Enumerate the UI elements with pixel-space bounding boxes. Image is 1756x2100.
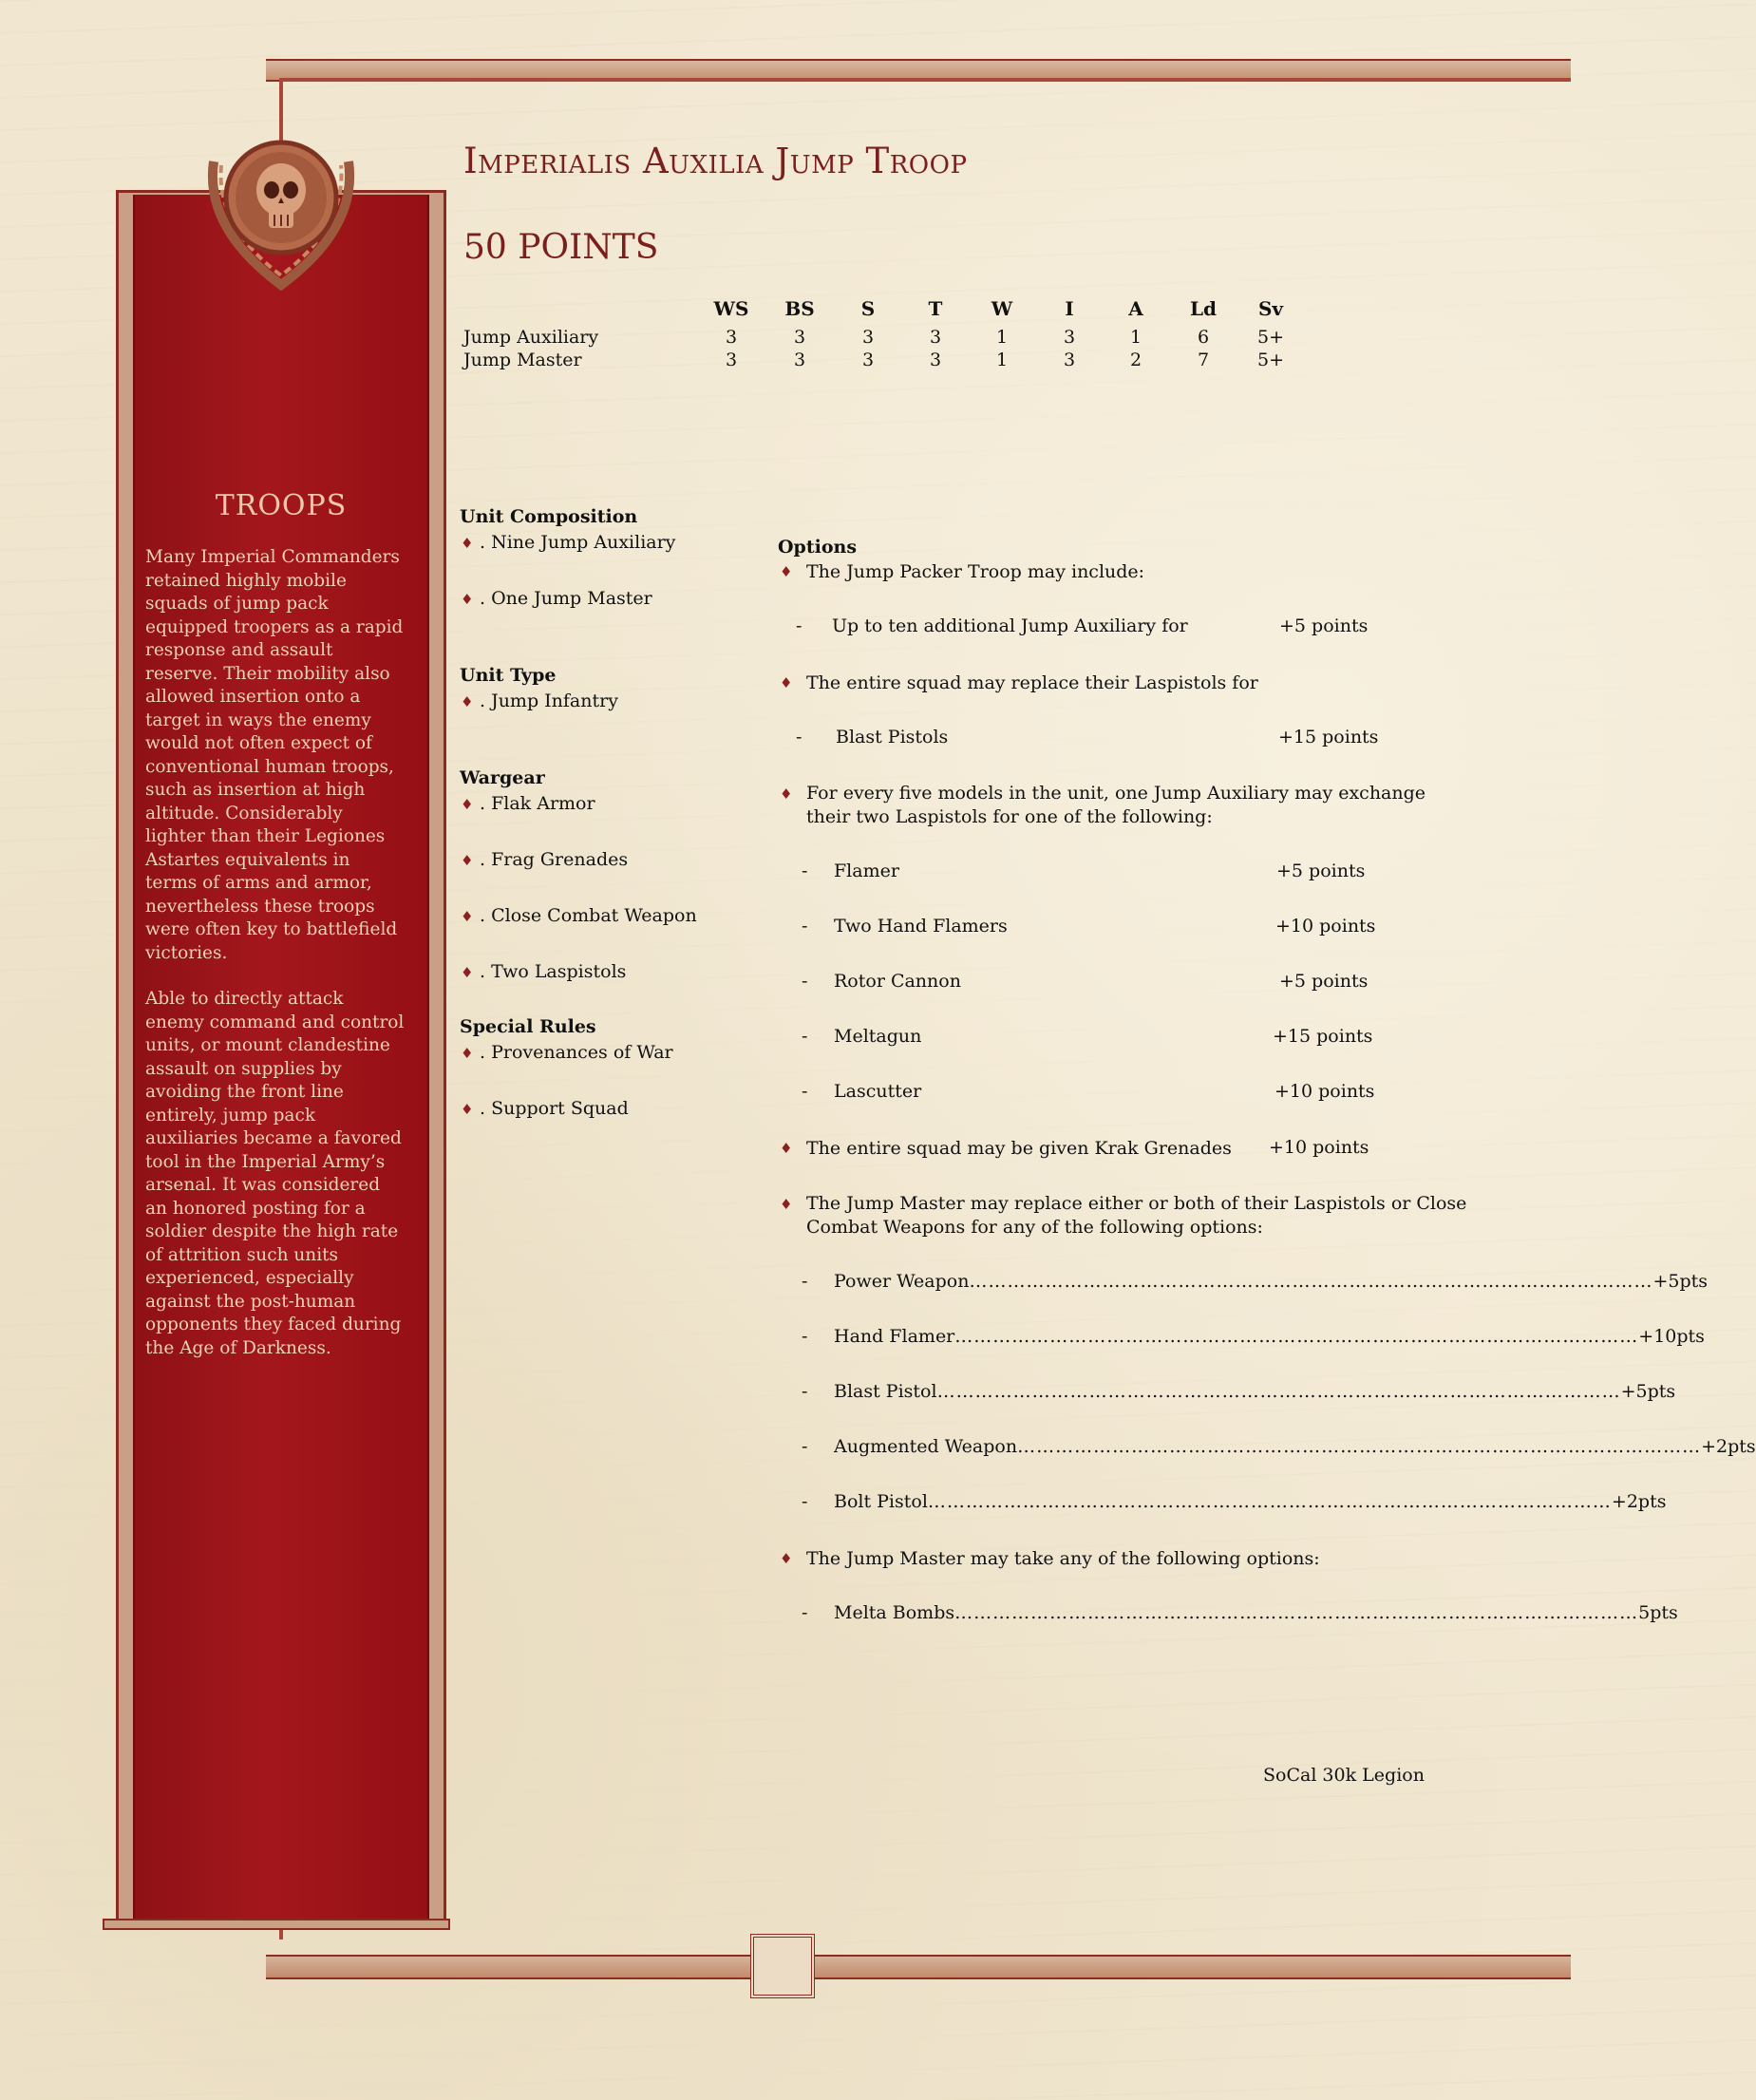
option-text: The Jump Master may take any of the following options: — [806, 1548, 1320, 1569]
stat-cell: 3 — [793, 350, 806, 370]
diamond-bullet-icon: ♦ — [461, 591, 474, 608]
diamond-bullet-icon: ♦ — [461, 1101, 474, 1118]
stat-cell: 1 — [1129, 327, 1142, 348]
stat-header: Ld — [1189, 297, 1218, 320]
option-leader-row — [834, 1326, 1705, 1347]
stat-row-name: Jump Auxiliary — [463, 327, 599, 348]
dash-bullet: - — [802, 1326, 808, 1347]
sidebar-paragraph: Many Imperial Commanders retained highly mobile squads of jump pack equipped troopers as a rapid response and assault reserve. Their mobility also allowed insertion onto a target in ways the enemy would not often expect of conventional human troops, such as insertion at high altitude. Considerably lighter than their Legiones Astartes equivalents in terms of arms and armor, nevertheless these troops were often key to battlefield victories. — [145, 547, 404, 963]
sidebar-text — [145, 546, 406, 1383]
wargear-heading: Wargear — [460, 767, 545, 788]
stat-cell: 3 — [929, 327, 942, 348]
option-sub-cost: +5 points — [1279, 615, 1369, 636]
option-sub-cost: +10 points — [1275, 1081, 1375, 1102]
option-sub-label: Rotor Cannon — [834, 971, 961, 992]
option-text: The Jump Master may replace either or both of their Laspistols or Close — [806, 1193, 1467, 1214]
dot-leader: ……………………………………………………………………………………………… — [936, 1381, 1621, 1402]
diamond-bullet-icon: ♦ — [780, 1196, 793, 1213]
option-leader-row — [834, 1436, 1756, 1457]
dash-bullet: - — [802, 916, 808, 936]
list-item-text: . Nine Jump Auxiliary — [480, 532, 676, 553]
option-leader-row — [834, 1602, 1678, 1623]
stat-cell: 7 — [1197, 350, 1210, 370]
stat-header: S — [860, 297, 876, 320]
list-item-text: . Close Combat Weapon — [480, 905, 697, 926]
dash-bullet: - — [796, 615, 802, 636]
option-text: Combat Weapons for any of the following options: — [806, 1217, 1263, 1238]
list-item — [461, 588, 652, 609]
list-item-text: . Support Squad — [480, 1098, 629, 1119]
diamond-bullet-icon: ♦ — [461, 1045, 474, 1062]
diamond-bullet-icon: ♦ — [461, 852, 474, 869]
option-sub-cost: +2pts — [1701, 1436, 1756, 1457]
sidebar-paragraph: Able to directly attack enemy command and control units, or mount clandestine assault on supplies by avoiding the front line entirely, jump pack auxiliaries became a favored tool in the Imperial Army’s arsenal. It was considered an honored posting for a soldier despite the high rate of attrition such units experienced, especially against the post-human opponents they faced during the Age of Darkness. — [145, 989, 405, 1358]
option-sub-cost: +10pts — [1638, 1326, 1705, 1347]
diamond-bullet-icon: ♦ — [780, 1140, 793, 1157]
stat-cell: 1 — [995, 327, 1009, 348]
dash-bullet: - — [802, 861, 808, 881]
stat-cell: 3 — [1063, 350, 1076, 370]
option-sub-cost: +15 points — [1273, 1026, 1373, 1047]
stat-header: W — [991, 297, 1013, 320]
diamond-bullet-icon: ♦ — [780, 674, 793, 691]
stat-cell: 3 — [793, 327, 806, 348]
diamond-bullet-icon: ♦ — [780, 785, 793, 803]
dash-bullet: - — [802, 1081, 808, 1102]
diamond-bullet-icon: ♦ — [461, 535, 474, 552]
top-border-inner — [281, 78, 1571, 82]
options-heading: Options — [778, 537, 858, 558]
list-item-text: . Provenances of War — [480, 1042, 673, 1063]
option-sub-label: Flamer — [834, 861, 899, 881]
list-item — [461, 1042, 673, 1063]
list-item-text: . One Jump Master — [480, 588, 652, 609]
dash-bullet: - — [802, 971, 808, 992]
stat-cell: 5+ — [1256, 350, 1284, 370]
dot-leader: ……………………………………………………………………………………………… — [954, 1602, 1639, 1623]
diamond-bullet-icon: ♦ — [780, 1550, 793, 1567]
dash-bullet: - — [802, 1436, 808, 1457]
list-item — [461, 532, 675, 553]
skull-crest-icon — [195, 123, 368, 296]
option-sub-label: Up to ten additional Jump Auxiliary for — [832, 615, 1188, 636]
stat-cell: 1 — [995, 350, 1009, 370]
option-sub-cost: +5pts — [1652, 1271, 1709, 1292]
stat-cell: 3 — [929, 350, 942, 370]
option-sub-cost: +10 points — [1275, 916, 1376, 936]
stat-cell: 3 — [725, 327, 738, 348]
stat-cell: 3 — [725, 350, 738, 370]
footer-credit: SoCal 30k Legion — [1263, 1765, 1425, 1786]
stat-cell: 6 — [1197, 327, 1210, 348]
option-sub-label: Hand Flamer — [834, 1326, 955, 1347]
list-item — [461, 905, 697, 926]
page-title-text: Imperialis Auxilia Jump Troop — [463, 141, 968, 181]
stat-cell: 3 — [1063, 327, 1076, 348]
dash-bullet: - — [802, 1271, 808, 1292]
bottom-border — [266, 1955, 1571, 1979]
option-leader-row — [834, 1381, 1676, 1402]
stat-cell: 2 — [1129, 350, 1142, 370]
stat-cell: 3 — [861, 350, 875, 370]
option-text: The entire squad may replace their Laspistols for — [806, 672, 1258, 693]
dot-leader: ……………………………………………………………………………………………… — [1017, 1436, 1702, 1457]
dot-leader: ……………………………………………………………………………………………… — [927, 1491, 1612, 1512]
option-sub-cost: +5 points — [1279, 971, 1369, 992]
diamond-bullet-icon: ♦ — [461, 908, 474, 925]
option-sub-label: Power Weapon — [834, 1271, 970, 1292]
list-item — [461, 1098, 629, 1119]
special-rules-heading: Special Rules — [460, 1016, 596, 1037]
option-sub-label: Augmented Weapon — [834, 1436, 1018, 1457]
option-leader-row — [834, 1491, 1667, 1512]
stat-header: Sv — [1257, 297, 1284, 320]
list-item-text: . Jump Infantry — [480, 691, 618, 711]
diamond-bullet-icon: ♦ — [461, 964, 474, 981]
diamond-bullet-icon: ♦ — [780, 563, 793, 580]
list-item — [461, 849, 628, 870]
stat-header: T — [928, 297, 943, 320]
dot-leader: ……………………………………………………………………………………………… — [954, 1326, 1639, 1347]
option-sub-cost: +5 points — [1276, 861, 1366, 881]
list-item — [461, 691, 618, 711]
option-sub-cost: 5pts — [1638, 1602, 1678, 1623]
option-sub-label: Blast Pistol — [834, 1381, 937, 1402]
option-leader-row — [834, 1271, 1709, 1292]
diamond-bullet-icon: ♦ — [461, 796, 474, 813]
option-text: The Jump Packer Troop may include: — [806, 561, 1145, 582]
stat-cell: 3 — [861, 327, 875, 348]
option-sub-label: Blast Pistols — [836, 727, 949, 747]
option-text: The entire squad may be given Krak Grenades — [806, 1138, 1232, 1159]
option-sub-label: Lascutter — [834, 1081, 922, 1102]
list-item — [461, 961, 626, 982]
dash-bullet: - — [802, 1026, 808, 1047]
points-cost: 50 POINTS — [463, 228, 659, 267]
diamond-bullet-icon: ♦ — [461, 693, 474, 710]
option-text: For every five models in the unit, one Jump Auxiliary may exchange — [806, 783, 1426, 804]
option-cost: +10 points — [1269, 1137, 1369, 1158]
stat-header: A — [1128, 297, 1143, 320]
option-sub-label: Meltagun — [834, 1026, 922, 1047]
dash-bullet: - — [802, 1381, 808, 1402]
sidebar-heading: TROOPS — [215, 489, 348, 522]
stat-header: WS — [713, 297, 749, 320]
option-text: their two Laspistols for one of the following: — [806, 806, 1213, 827]
list-item-text: . Flak Armor — [480, 793, 595, 814]
dash-bullet: - — [802, 1602, 808, 1623]
page-title — [463, 141, 967, 181]
stat-row-name: Jump Master — [463, 350, 582, 370]
list-item-text: . Two Laspistols — [480, 961, 627, 982]
sidebar-banner-foot — [103, 1919, 450, 1930]
list-item-text: . Frag Grenades — [480, 849, 629, 870]
dash-bullet: - — [796, 727, 802, 747]
option-sub-cost: +15 points — [1278, 727, 1379, 747]
stat-cell: 5+ — [1256, 327, 1284, 348]
stat-header: I — [1065, 297, 1074, 320]
option-sub-label: Two Hand Flamers — [834, 916, 1008, 936]
stat-header: BS — [784, 297, 815, 320]
bottom-emblem — [750, 1934, 815, 1998]
dash-bullet: - — [802, 1491, 808, 1512]
unit-composition-heading: Unit Composition — [460, 506, 638, 527]
option-sub-cost: +2pts — [1611, 1491, 1667, 1512]
option-sub-cost: +5pts — [1620, 1381, 1676, 1402]
option-sub-label: Melta Bombs — [834, 1602, 955, 1623]
unit-type-heading: Unit Type — [460, 665, 557, 686]
option-sub-label: Bolt Pistol — [834, 1491, 928, 1512]
list-item — [461, 793, 595, 814]
dot-leader: ……………………………………………………………………………………………… — [969, 1271, 1653, 1292]
